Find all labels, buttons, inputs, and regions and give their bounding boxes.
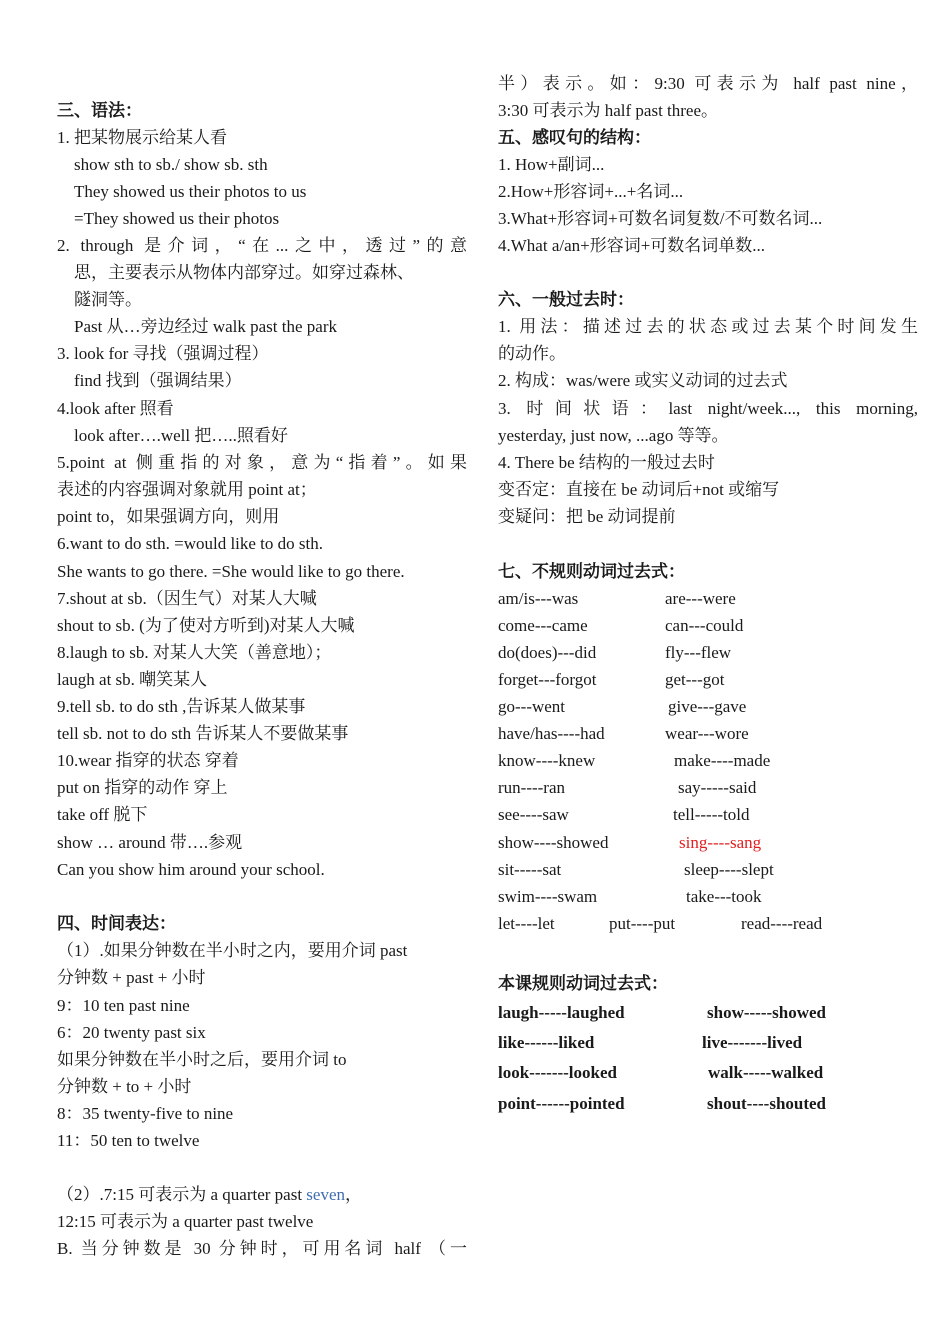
irregular-verb: are---were [665, 589, 736, 608]
regular-verb: like------liked [498, 1033, 595, 1052]
grammar-item-2-line: Past 从…旁边经过 walk past the park [74, 317, 337, 336]
grammar-item-3: 3. look for 寻找（强调过程） [57, 344, 269, 363]
past-tense-item: 2. 构成：was/were 或实义动词的过去式 [498, 371, 788, 390]
time-line: B. 当分钟数是 30 分钟时，可用名词 half （一 [57, 1239, 467, 1258]
time-line: 11：50 ten to twelve [57, 1131, 200, 1150]
irregular-verb: get---got [665, 670, 725, 689]
irregular-verb-highlight: sing----sang [679, 833, 762, 852]
exclamation-item: 3.What+形容词+可数名词复数/不可数名词... [498, 209, 823, 228]
time-line: 分钟数 + past + 小时 [57, 968, 206, 987]
grammar-item-7-line: shout to sb. (为了使对方听到)对某人大喊 [57, 616, 355, 635]
irregular-verb: put----put [609, 914, 676, 933]
irregular-verb: let----let [498, 914, 555, 933]
irregular-verb: have/has----had [498, 724, 605, 743]
grammar-item-6-line: She wants to go there. =She would like to go there. [57, 562, 405, 581]
irregular-verb: swim----swam [498, 887, 598, 906]
grammar-item-9-line: tell sb. not to do sth 告诉某人不要做某事 [57, 724, 349, 743]
time-line: （1）.如果分钟数在半小时之内，要用介词 past [57, 941, 408, 960]
grammar-item-6: 6.want to do sth. =would like to do sth. [57, 534, 323, 553]
regular-verb: point------pointed [498, 1094, 625, 1113]
grammar-heading: 三、语法： [57, 101, 142, 120]
irregular-verb: wear---wore [665, 724, 749, 743]
grammar-item-5-line: 表述的内容强调对象就用 point at； [57, 480, 317, 499]
grammar-item-5-line: point to，如果强调方向，则用 [57, 507, 280, 526]
regular-heading: 本课规则动词过去式： [498, 974, 668, 993]
grammar-item-1-line: They showed us their photos to us [74, 182, 307, 201]
grammar-item-2-line: 思，主要表示从物体内部穿过。如穿过森林、 [74, 263, 414, 282]
irregular-verb: say-----said [678, 778, 757, 797]
grammar-item-5: 5.point at 侧重指的对象，意为“指着”。如果 [57, 453, 467, 472]
time-line: 12:15 可表示为 a quarter past twelve [57, 1212, 314, 1231]
irregular-verb: read----read [741, 914, 823, 933]
irregular-verb: come---came [498, 616, 588, 635]
time-line: 9：10 ten past nine [57, 996, 190, 1015]
past-tense-item: 3. 时间状语：last night/week..., this morning, [498, 399, 918, 418]
irregular-verb: sit-----sat [498, 860, 562, 879]
grammar-item-4: 4.look after 照看 [57, 399, 174, 418]
irregular-verb: see----saw [498, 805, 569, 824]
exclamation-heading: 五、感叹句的结构： [498, 128, 651, 147]
irregular-verb: fly---flew [665, 643, 732, 662]
exclamation-item: 1. How+副词... [498, 155, 605, 174]
grammar-item-7: 7.shout at sb.（因生气）对某人大喊 [57, 589, 317, 608]
regular-verb: shout----shouted [707, 1094, 827, 1113]
irregular-verb: take---took [686, 887, 762, 906]
past-tense-item: yesterday, just now, ...ago 等等。 [498, 426, 729, 445]
time-line: 分钟数 + to + 小时 [57, 1077, 192, 1096]
grammar-item-10-line: Can you show him around your school. [57, 860, 325, 879]
grammar-item-10-line: show … around 带….参观 [57, 833, 243, 852]
irregular-heading: 七、不规则动词过去式： [498, 562, 685, 581]
irregular-verb: forget---forgot [498, 670, 597, 689]
time-line: 如果分钟数在半小时之后，要用介词 to [57, 1050, 347, 1069]
regular-verb: look-------looked [498, 1063, 617, 1082]
grammar-item-1-line: =They showed us their photos [74, 209, 280, 228]
irregular-verb: show----showed [498, 833, 609, 852]
grammar-item-8: 8.laugh to sb. 对某人大笑（善意地）； [57, 643, 332, 662]
time-text: （2）.7:15 可表示为 a quarter past [57, 1185, 307, 1204]
grammar-item-2: 2. through 是介词，“在...之中，透过”的意 [57, 236, 467, 255]
past-tense-heading: 六、一般过去时： [498, 290, 634, 309]
exclamation-item: 4.What a/an+形容词+可数名词单数... [498, 236, 766, 255]
irregular-verb: run----ran [498, 778, 566, 797]
past-tense-item: 1. 用法：描述过去的状态或过去某个时间发生 [498, 317, 918, 336]
past-tense-item: 变否定：直接在 be 动词后+not 或缩写 [498, 480, 780, 499]
time-line: 6：20 twenty past six [57, 1023, 206, 1042]
time-text-highlight: seven [306, 1185, 346, 1204]
irregular-verb: do(does)---did [498, 643, 597, 662]
time-heading: 四、时间表达： [57, 914, 176, 933]
exclamation-item: 2.How+形容词+...+名词... [498, 182, 684, 201]
irregular-verb: know----knew [498, 751, 596, 770]
grammar-item-1: 1. 把某物展示给某人看 [57, 128, 227, 147]
grammar-item-10-line: take off 脱下 [57, 805, 148, 824]
regular-verb: walk-----walked [708, 1063, 824, 1082]
regular-verb: live-------lived [702, 1033, 803, 1052]
past-tense-item: 变疑问：把 be 动词提前 [498, 507, 676, 526]
time-text: ， [345, 1185, 363, 1204]
grammar-item-2-line: 隧洞等。 [74, 290, 142, 309]
past-tense-item: 的动作。 [498, 344, 566, 363]
grammar-item-3-line: find 找到（强调结果） [74, 371, 242, 390]
time-line [57, 1184, 362, 1206]
time-continued: 3:30 可表示为 half past three。 [498, 101, 719, 120]
regular-verb: laugh-----laughed [498, 1003, 625, 1022]
past-tense-item: 4. There be 结构的一般过去时 [498, 453, 715, 472]
grammar-item-4-line: look after….well 把…..照看好 [74, 426, 288, 445]
regular-verb: show-----showed [707, 1003, 826, 1022]
irregular-verb: can---could [665, 616, 744, 635]
grammar-item-1-line: show sth to sb./ show sb. sth [74, 155, 268, 174]
irregular-verb: go---went [498, 697, 566, 716]
irregular-verb: sleep----slept [684, 860, 774, 879]
grammar-item-8-line: laugh at sb. 嘲笑某人 [57, 670, 208, 689]
grammar-item-10: 10.wear 指穿的状态 穿着 [57, 751, 239, 770]
irregular-verb: give---gave [668, 697, 747, 716]
time-line: 8：35 twenty-five to nine [57, 1104, 234, 1123]
irregular-verb: make----made [674, 751, 771, 770]
grammar-item-9: 9.tell sb. to do sth ,告诉某人做某事 [57, 697, 306, 716]
grammar-item-10-line: put on 指穿的动作 穿上 [57, 778, 228, 797]
time-continued: 半）表示。如：9:30 可表示为 half past nine， [498, 74, 918, 93]
irregular-verb: am/is---was [498, 589, 579, 608]
irregular-verb: tell-----told [673, 805, 750, 824]
